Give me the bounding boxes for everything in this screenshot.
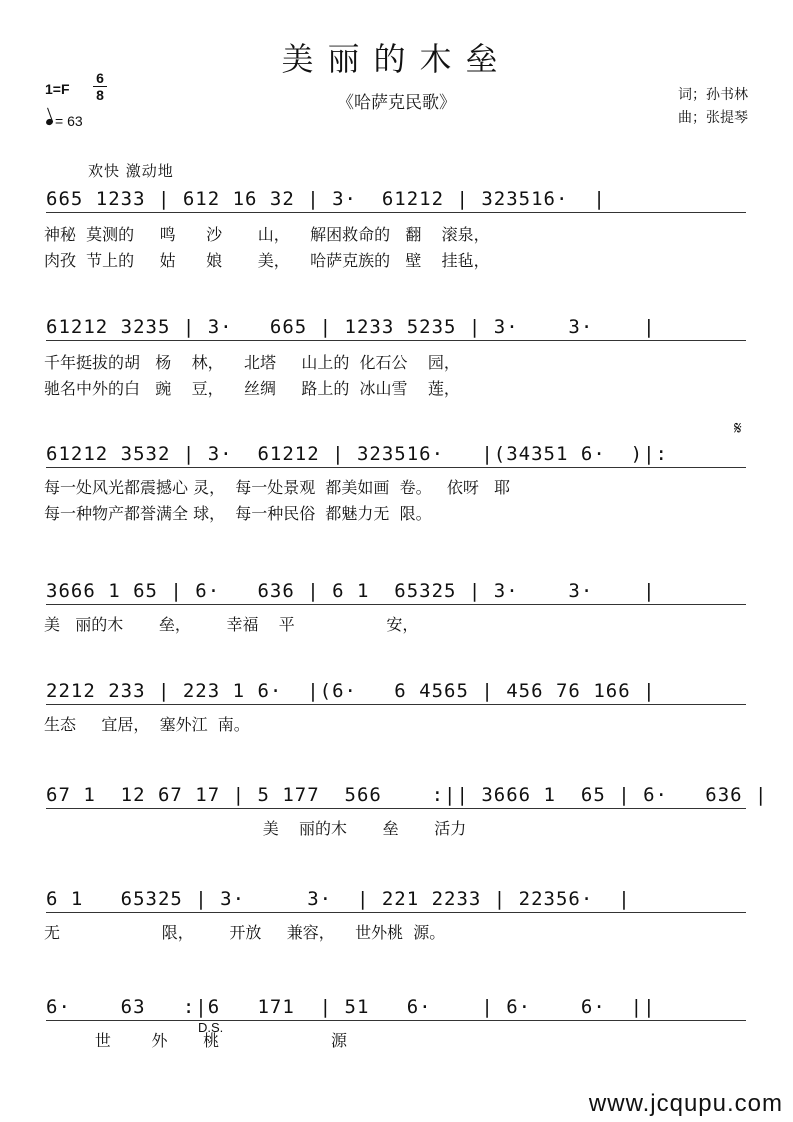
notation-line: 6· 63 :|6 171 | 51 6· | 6· 6· ||	[46, 996, 656, 1018]
lyricist-credit: 词；孙书林	[678, 87, 748, 103]
song-title: 美丽的木垒	[281, 40, 512, 78]
lyric-line: 驰名中外的白 豌 豆， 丝绸 路上的 冰山雪 莲，	[44, 379, 460, 398]
beam-line	[46, 1020, 746, 1026]
meter-top: 6	[93, 70, 107, 87]
tempo-value: = 63	[55, 113, 83, 129]
beam-line	[46, 912, 746, 918]
notation-line: 61212 3235 | 3· 665 | 1233 5235 | 3· 3· |	[46, 316, 656, 338]
composer-credit: 曲；张提琴	[678, 110, 748, 126]
beam-line	[46, 212, 746, 218]
notation-system-7	[40, 888, 760, 942]
beam-line	[46, 704, 746, 710]
beam-line	[46, 340, 746, 346]
beam-line	[46, 808, 746, 814]
notation-line: 3666 1 65 | 6· 636 | 6 1 65325 | 3· 3· |	[46, 580, 656, 602]
notation-line: 2212 233 | 223 1 6· |(6· 6 4565 | 456 76 166 |	[46, 680, 656, 702]
notation-system-6	[40, 784, 768, 838]
lyric-line: 美 丽的木 垒 活力	[44, 819, 467, 838]
notation-system-3	[40, 443, 760, 523]
dal-segno-marking: D.S.	[198, 1020, 224, 1035]
notation-line: 665 1233 | 612 16 32 | 3· 61212 | 323516· |	[46, 188, 606, 210]
notation-line: 6 1 65325 | 3· 3· | 221 2233 | 22356· |	[46, 888, 631, 910]
lyric-line: 无 限， 开放 兼容， 世外桃 源。	[44, 923, 446, 942]
notation-line: 61212 3532 | 3· 61212 | 323516· |(34351 6· )|:	[46, 443, 668, 465]
time-signature	[93, 70, 107, 103]
notation-system-2	[40, 316, 760, 398]
tempo-marking	[46, 113, 83, 129]
lyric-line: 千年挺拔的胡 杨 林， 北塔 山上的 化石公 园，	[44, 353, 460, 372]
notation-system-4	[40, 580, 760, 634]
song-subtitle: 《哈萨克民歌》	[337, 93, 456, 113]
beam-line	[46, 604, 746, 610]
segno-icon: 𝄋	[734, 418, 742, 439]
site-watermark[interactable]: www.jcqupu.com	[588, 1090, 783, 1117]
expression-marking: 欢快 激动地	[88, 162, 174, 180]
key-signature: 1=F	[45, 81, 70, 97]
notation-system-5	[40, 680, 760, 734]
lyric-line: 每一处风光都震撼心 灵， 每一处景观 都美如画 卷。 依呀 耶	[44, 478, 511, 497]
beam-line	[46, 467, 746, 473]
notation-system-8	[40, 996, 760, 1050]
lyric-line: 肉孜 节上的 姑 娘 美， 哈萨克族的 壁 挂毡，	[44, 251, 490, 270]
lyric-line: 世 外 桃 源	[44, 1031, 348, 1050]
notation-system-1	[40, 188, 760, 270]
quarter-note-icon	[45, 118, 54, 126]
lyric-line: 生态 宜居， 塞外江 南。	[44, 715, 250, 734]
meter-bottom: 8	[96, 87, 104, 103]
lyric-line: 美 丽的木 垒， 幸福 平 安，	[44, 615, 419, 634]
lyric-line: 每一种物产都誉满全 球， 每一种民俗 都魅力无 限。	[44, 504, 432, 523]
notation-line: 67 1 12 67 17 | 5 177 566 :|| 3666 1 65 | 6· 636 |	[46, 784, 768, 806]
lyric-line: 神秘 莫测的 鸣 沙 山， 解困救命的 翻 滚泉，	[44, 225, 490, 244]
